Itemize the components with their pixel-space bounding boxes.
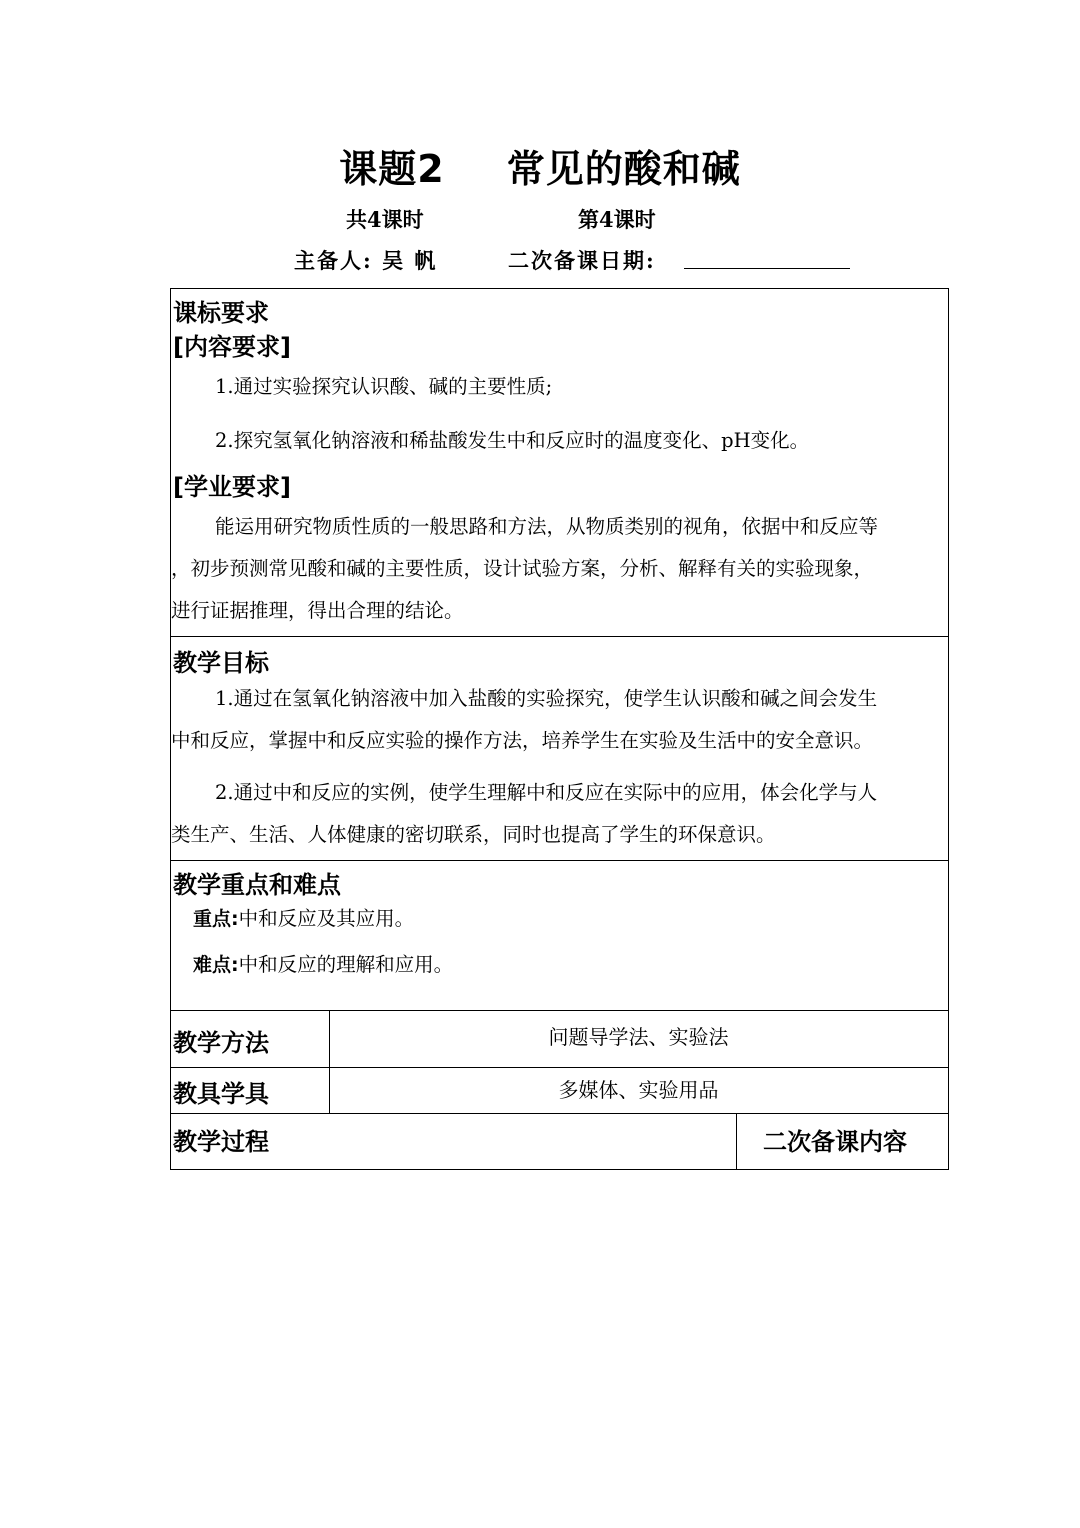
difficulty-text: 中和反应的理解和应用。 — [238, 953, 454, 976]
objectives-heading: 教学目标 — [173, 649, 269, 677]
focus-row — [193, 903, 414, 931]
academic-requirements-heading: [学业要求] — [173, 473, 291, 501]
methods-value: 问题导学法、实验法 — [548, 1025, 729, 1049]
tools-value: 多媒体、实验用品 — [558, 1078, 719, 1102]
key-points-section — [170, 860, 949, 1011]
objective-line-1: 1.通过在氢氧化钠溶液中加入盐酸的实验探究，使学生认识酸和碱之间会发生 — [215, 687, 878, 710]
title-topic: 常见的酸和碱 — [506, 147, 741, 191]
curriculum-heading: 课标要求 — [173, 299, 269, 327]
process-row — [170, 1113, 949, 1170]
process-divider — [736, 1114, 737, 1169]
difficulty-row — [193, 949, 453, 977]
second-prep-content-label: 二次备课内容 — [763, 1128, 907, 1156]
tools-row — [170, 1067, 949, 1114]
objective-line-2: 中和反应，掌握中和反应实验的操作方法，培养学生在实验及生活中的安全意识。 — [171, 729, 874, 752]
content-item-2: 2.探究氢氧化钠溶液和稀盐酸发生中和反应时的温度变化、pH变化。 — [215, 429, 810, 452]
title-lesson-number: 课题2 — [339, 147, 445, 191]
objective-line-3: 2.通过中和反应的实例，使学生理解中和反应在实际中的应用，体会化学与人 — [215, 781, 878, 804]
objectives-section — [170, 636, 949, 861]
academic-line-3: 进行证据推理，得出合理的结论。 — [171, 599, 464, 622]
second-prep-date-label: 二次备课日期: — [508, 248, 656, 273]
academic-line-2: ，初步预测常见酸和碱的主要性质，设计试验方案，分析、解释有关的实验现象， — [171, 557, 874, 580]
academic-line-1: 能运用研究物质性质的一般思路和方法，从物质类别的视角，依据中和反应等 — [215, 515, 879, 538]
content-requirements-heading: [内容要求] — [173, 333, 291, 361]
curriculum-section — [170, 288, 949, 637]
total-periods: 共4课时 — [346, 207, 424, 232]
second-prep-date-field[interactable] — [684, 268, 850, 269]
process-label: 教学过程 — [173, 1128, 269, 1156]
tools-label: 教具学具 — [173, 1080, 269, 1108]
key-points-heading: 教学重点和难点 — [173, 871, 341, 899]
content-item-1: 1.通过实验探究认识酸、碱的主要性质; — [215, 375, 553, 398]
focus-text: 中和反应及其应用。 — [238, 907, 415, 930]
objective-line-4: 类生产、生活、人体健康的密切联系，同时也提高了学生的环保意识。 — [171, 823, 776, 846]
methods-row — [170, 1010, 949, 1068]
methods-label: 教学方法 — [173, 1029, 269, 1057]
preparer: 主备人: 吴 帆 — [294, 248, 438, 273]
current-period: 第4课时 — [578, 207, 656, 232]
page-title — [0, 138, 1080, 193]
difficulty-label: 难点: — [193, 954, 239, 976]
focus-label: 重点: — [193, 908, 239, 930]
